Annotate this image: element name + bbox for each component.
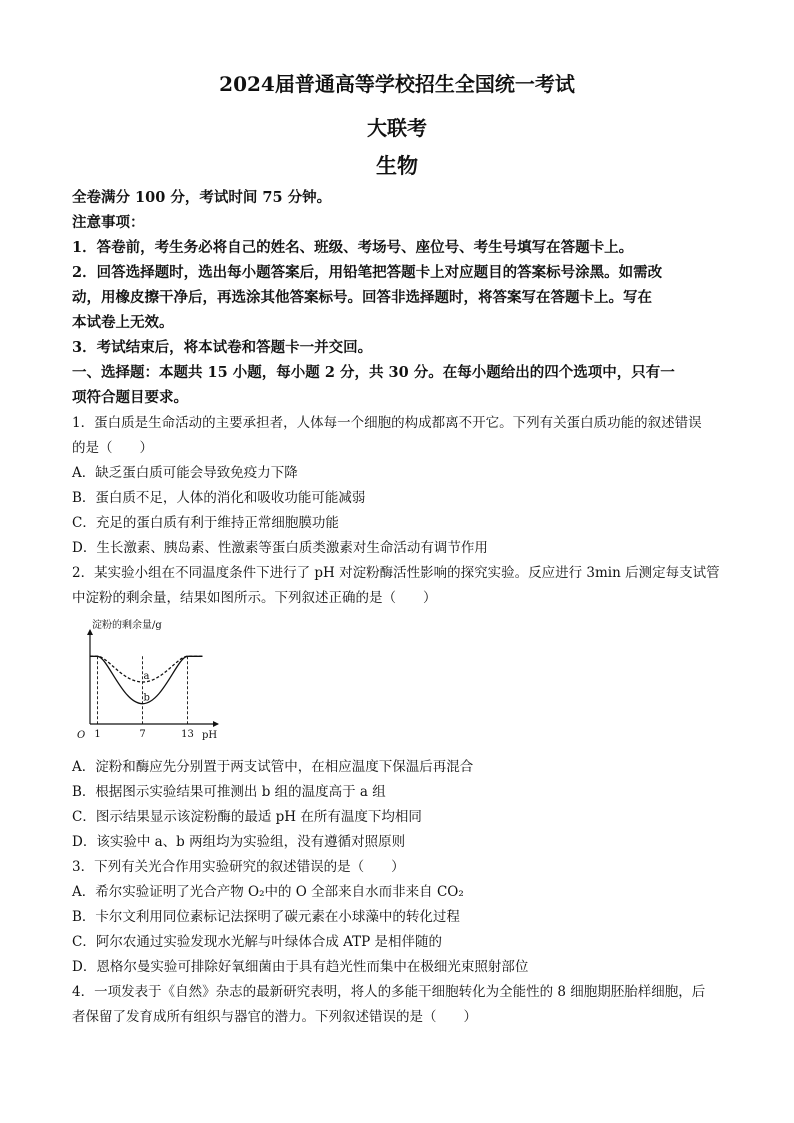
q2-stem-line-1: 2．某实验小组在不同温度条件下进行了 pH 对淀粉酶活性影响的探究实验。反应进行 3min 后测定每支试管 [72,565,720,581]
score-line: 全卷满分 100 分，考试时间 75 分钟。 [72,189,332,206]
q3-option-c: C．阿尔农通过实验发现水光解与叶绿体合成 ATP 是相伴随的 [72,934,443,950]
chart-origin-label: O [77,730,86,741]
chart-series-a-label: a [143,671,150,683]
q1-option-a: A．缺乏蛋白质可能会导致免疫力下降 [72,465,298,481]
q2-option-d: D．该实验中 a、b 两组均为实验组，没有遵循对照原则 [72,834,406,850]
note-2-line-2: 动，用橡皮擦干净后，再选涂其他答案标号。回答非选择题时，将答案写在答题卡上。写在 [72,289,652,306]
q1-option-c: C．充足的蛋白质有利于维持正常细胞膜功能 [72,515,339,531]
chart-x-axis-arrow [213,721,219,727]
q1-stem-line-1: 1．蛋白质是生命活动的主要承担者，人体每一个细胞的构成都离不开它。下列有关蛋白质功能的叙述错误 [72,415,702,431]
chart-y-label: 淀粉的剩余量/g [92,620,162,631]
chart-x-tick-label-1: 1 [94,729,101,740]
q1-option-d: D．生长激素、胰岛素、性激素等蛋白质类激素对生命活动有调节作用 [72,540,488,556]
notes-heading: 注意事项： [72,214,145,231]
note-3: 3．考试结束后，将本试卷和答题卡一并交回。 [72,339,373,356]
chart-x-label: pH [202,730,218,741]
q4-stem-line-1: 4．一项发表于《自然》杂志的最新研究表明，将人的多能干细胞转化为全能性的 8 细胞期胚胎样细胞，后 [72,984,706,1000]
chart-svg [72,616,222,744]
q3-stem: 3．下列有关光合作用实验研究的叙述错误的是（ ） [72,859,405,875]
q4-stem-line-2: 者保留了发育成所有组织与器官的潜力。下列叙述错误的是（ ） [72,1009,477,1025]
chart-x-tick-label-13: 13 [181,729,194,740]
exam-title: 2024届普通高等学校招生全国统一考试 [219,72,575,96]
q2-stem-line-2: 中淀粉的剩余量，结果如图所示。下列叙述正确的是（ ） [72,590,437,606]
section-heading-line-2: 项符合题目要求。 [72,389,188,406]
note-2-line-3: 本试卷上无效。 [72,314,174,331]
exam-subject: 生物 [376,153,418,178]
note-1: 1．答卷前，考生务必将自己的姓名、班级、考场号、座位号、考生号填写在答题卡上。 [72,239,634,256]
chart-x-tick-label-7: 7 [139,729,146,740]
q2-option-a: A．淀粉和酶应先分别置于两支试管中，在相应温度下保温后再混合 [72,759,474,775]
q3-option-b: B．卡尔文利用同位素标记法探明了碳元素在小球藻中的转化过程 [72,909,460,925]
q3-option-a: A．希尔实验证明了光合产物 O₂中的 O 全部来自水而非来自 CO₂ [72,884,464,900]
q2-option-c: C．图示结果显示该淀粉酶的最适 pH 在所有温度下均相同 [72,809,422,825]
q1-stem-line-2: 的是（ ） [72,440,153,456]
note-2-line-1: 2．回答选择题时，选出每小题答案后，用铅笔把答题卡上对应题目的答案标号涂黑。如需改 [72,264,663,281]
q3-option-d: D．恩格尔曼实验可排除好氧细菌由于具有趋光性而集中在极细光束照射部位 [72,959,529,975]
exam-subtitle: 大联考 [367,116,427,140]
chart-series-b-label: b [143,692,150,704]
q2-option-b: B．根据图示实验结果可推测出 b 组的温度高于 a 组 [72,784,386,800]
q1-option-b: B．蛋白质不足，人体的消化和吸收功能可能减弱 [72,490,366,506]
starch-ph-chart [72,616,222,744]
section-heading-line-1: 一、选择题：本题共 15 小题，每小题 2 分，共 30 分。在每小题给出的四个选项中，只有一 [72,364,675,381]
